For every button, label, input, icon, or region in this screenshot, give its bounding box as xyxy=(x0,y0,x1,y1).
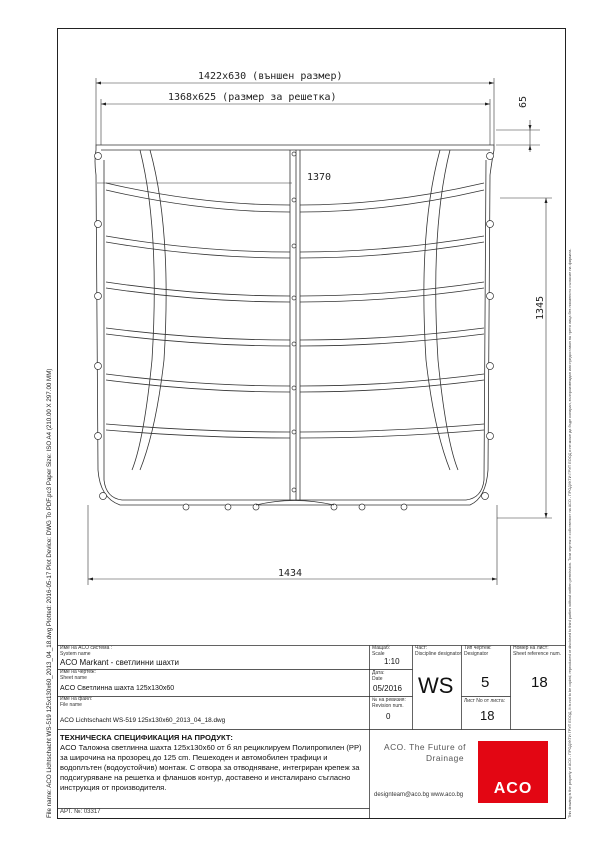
aco-logo xyxy=(478,741,548,803)
system-value: ACO Markant - светлинни шахти xyxy=(60,658,179,667)
tech-body: ACO Таложна светлинна шахта 125x130x60 от б ял рециклируем Полипропилен (РР) за широчина на прозорец до 125 cm. Пешеходен и автомобилен трафици и водоплътен (водоустойчив) монтаж. С отвора за отводняване, интегриран крепеж за подсигуряване на решетка и фланшов контур, доставено и инсталирано съгласно инструкция от производителя. xyxy=(60,743,362,792)
drawing-no-value: 5 xyxy=(481,674,490,691)
part-value: WS xyxy=(418,673,454,698)
article-number: АРТ. №: 03317 xyxy=(60,809,101,815)
technical-spec xyxy=(60,733,370,793)
scale-label: Мащаб: Scale xyxy=(372,645,391,657)
aco-logo-text: ACO xyxy=(493,780,533,797)
revision-value: 0 xyxy=(386,712,391,721)
brand-tagline: ACO. The Future of Drainage xyxy=(384,742,466,763)
dim-outer: 1422x630 (външен размер) xyxy=(198,71,343,82)
ref-value: 18 xyxy=(531,674,548,691)
sheets-value: 18 xyxy=(480,708,495,723)
dim-height: 1345 xyxy=(535,295,546,320)
dim-top-offset: 65 xyxy=(518,95,529,108)
dim-inner: 1370 xyxy=(307,172,332,183)
scale-value: 1:10 xyxy=(384,657,400,666)
file-info-margin: File name: ACO Lichtschacht WS-519 125x130x60_2013_04_18.dwg Plotted: 2016-05-17 Plot Device: DWG To PDF.pc3 Paper Size: ISO A4 (210.00 X 297.00 MM) xyxy=(46,368,53,818)
system-label: Име на ACO система : System name xyxy=(60,645,113,657)
revision-label: № на ревизия: Revision num. xyxy=(372,697,406,709)
drawing-no-label: Тип чертеж: Designator xyxy=(464,645,492,657)
date-value: 05/2016 xyxy=(373,684,402,693)
brand-contact[interactable]: designteam@aco.bg www.aco.bg xyxy=(374,792,464,798)
sheets-label: Лист No от листа: xyxy=(464,698,505,704)
dim-bottom: 1434 xyxy=(278,568,303,579)
sheet-value: ACO Светлинна шахта 125x130x60 xyxy=(60,685,175,692)
file-label: Име на файл: File name xyxy=(60,696,93,708)
file-value: ACO Lichtschacht WS-519 125x130x60_2013_04_18.dwg xyxy=(60,717,226,724)
dim-grate: 1368x625 (размер за решетка) xyxy=(168,92,337,103)
ref-label: Номер на лист: Sheet reference num. xyxy=(513,645,562,657)
copyright-margin: This drawing is the property of ACO - ПРОДУКТИ ГРУП ЕООД. It is not to be copied, reproduced or disclosed to third parties without written permission. Този чертеж е собственост на АСО - ПРОДУКТИ ГРУП ЕООД и не може да бъде копиран, възпроизвеждан или предоставян на трети лица без писменото съгласие на фирмата. xyxy=(568,248,572,818)
part-label: Част: Discipline designator xyxy=(415,645,462,657)
date-label: Дата: Date xyxy=(372,670,385,682)
sheet-label: Име на чертеж: Sheet name xyxy=(60,669,96,681)
tech-heading: ТЕХНИЧЕСКА СПЕЦИФИКАЦИЯ НА ПРОДУКТ: xyxy=(60,733,233,742)
